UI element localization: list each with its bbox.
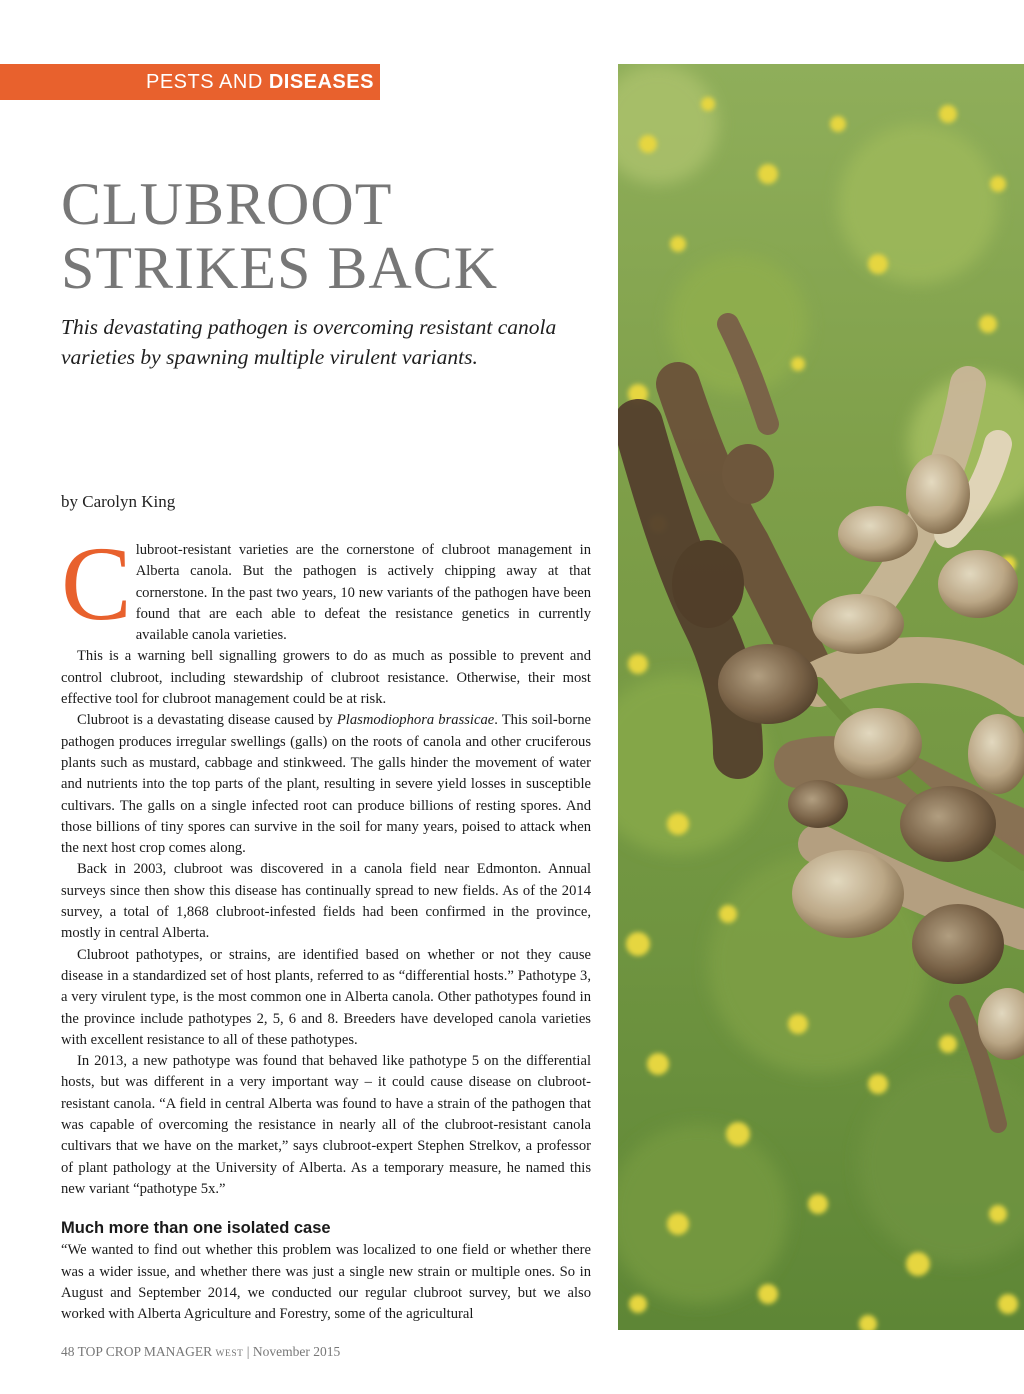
paragraph-7: “We wanted to find out whether this problem was localized to one field or whether there was a wider issue, and whether there was just a single new strain or multiple ones. So in August and September 2014, we conducted our regular clubroot survey, but we also worked with Alberta Agriculture and Forestry, some of the agricultural (61, 1242, 591, 1323)
page-footer (61, 1344, 340, 1360)
footer-separator: | (246, 1344, 250, 1359)
headline-line-2: STRIKES BACK (61, 235, 499, 301)
headline-line-1: CLUBROOT (61, 171, 393, 237)
paragraph-3 (61, 710, 591, 859)
pathogen-name: Plasmodiophora brassicae (336, 712, 495, 729)
paragraph-2: This is a warning bell signalling growers to do as much as possible to prevent and control clubroot, including stewardship of clubroot resistance. Otherwise, their most effective tool for clubroot management could be at risk. (61, 648, 591, 708)
magazine-edition: WEST (215, 1349, 244, 1359)
byline: by Carolyn King (61, 492, 176, 511)
clubroot-galls-photo (618, 64, 1024, 1330)
paragraph-3-text-a: Clubroot is a devastating disease caused by (77, 712, 337, 729)
section-label-bold: DISEASES (268, 71, 374, 93)
paragraph-3-text-b: . This soil-borne pathogen produces irregular swellings (galls) on the roots of canola and other cruciferous plants such as mustard, cabbage and stinkweed. The galls hinder the movement of water and nutrients into the top parts of the plant, resulting in severe yield losses in susceptible cultivars. The galls on a single infected root can produce billions of resting spores. And those billions of tiny spores can survive in the soil for many years, poised to attack when the next host crop comes along. (61, 712, 591, 857)
drop-cap: C (61, 525, 132, 642)
paragraph-6: In 2013, a new pathotype was found that behaved like pathotype 5 on the differential hosts, but was different in a very important way – it could cause disease on clubroot-resistant canola. “A field in central Alberta was found to have a strain of the pathogen that was capable of overcoming the resistance in nearly all of the clubroot-resistant canola cultivars that we have on the market,” says clubroot-expert Stephen Strelkov, a professor of plant pathology at the University of Alberta. As a temporary measure, he named this new variant “pathotype 5x.” (61, 1053, 591, 1197)
photo-illustration (618, 64, 1024, 1330)
article-deck: This devastating pathogen is overcoming resistant canola varieties by spawning multiple virulent variants. (61, 315, 557, 369)
paragraph-5: Clubroot pathotypes, or strains, are identified based on whether or not they cause disease in a standardized set of host plants, referred to as “differential hosts.” Pathotype 3, a very virulent type, is the most common one in Alberta canola. Other pathotypes found in the province include pathotypes 2, 5, 6 and 8. Breeders have developed canola varieties with excellent resistance to all of these pathotypes. (61, 946, 591, 1048)
issue-date: November 2015 (252, 1344, 341, 1359)
paragraph-1 (61, 525, 591, 646)
subheading: Much more than one isolated case (61, 1219, 331, 1238)
paragraph-4: Back in 2003, clubroot was discovered in a canola field near Edmonton. Annual surveys since then show this disease has continually spread to new fields. As of the 2014 survey, a total of 1,868 clubroot-infested fields had been confirmed in the province, mostly in central Alberta. (61, 861, 591, 942)
article-headline (61, 172, 601, 300)
magazine-name: TOP CROP MANAGER (77, 1344, 213, 1359)
article-body (61, 525, 591, 1325)
paragraph-1-text: lubroot-resistant varieties are the cornerstone of clubroot management in Alberta canola. But the pathogen is actively chipping away at that cornerstone. In the past two years, 10 new variants of the pathogen have been found that are each able to defeat the resistance genetics in currently available canola varieties. (135, 542, 591, 644)
section-banner (0, 64, 380, 100)
page-number: 48 (61, 1344, 75, 1359)
section-label-light: PESTS AND (146, 71, 269, 93)
